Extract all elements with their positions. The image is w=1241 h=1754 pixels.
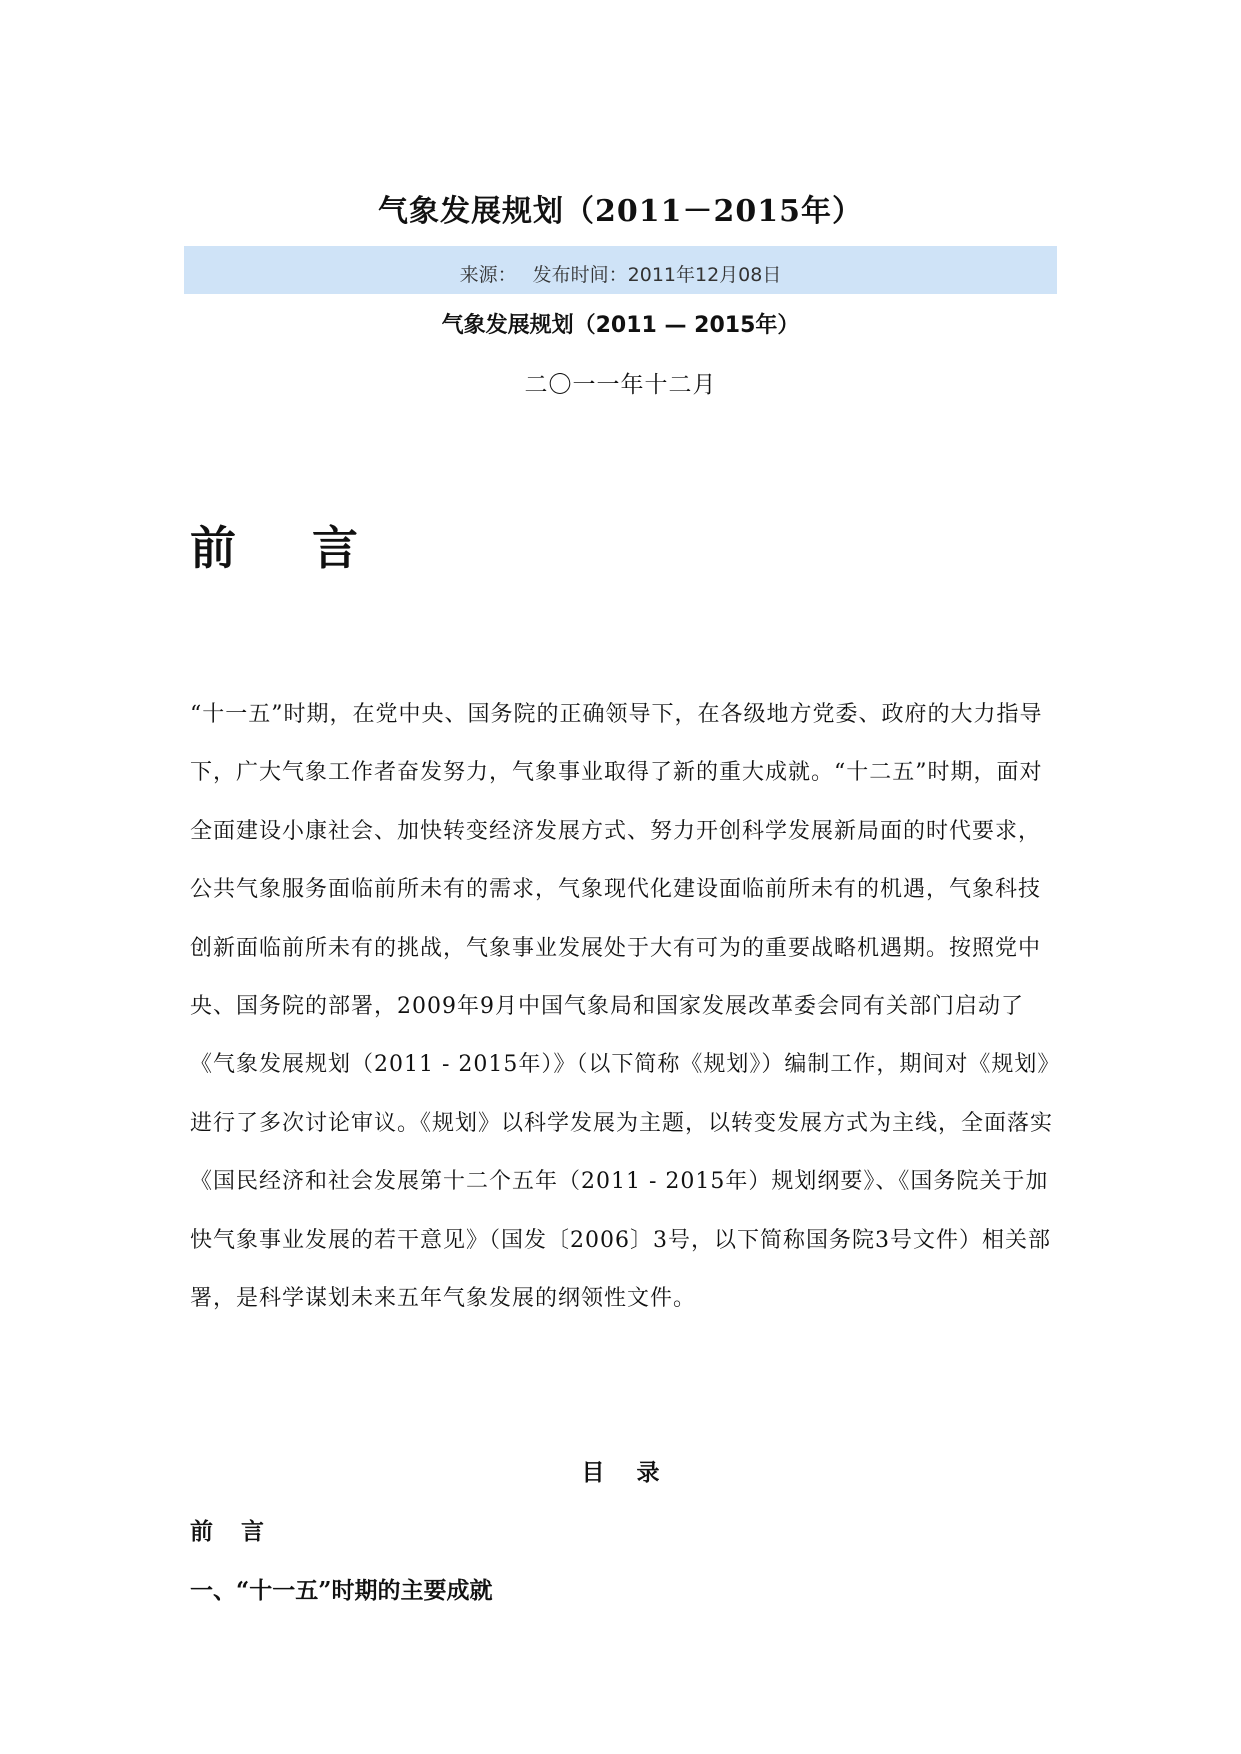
- document-title: 气象发展规划（2011－2015年）: [378, 194, 863, 229]
- preface-body: [190, 686, 1056, 1328]
- source-label: 来源：: [459, 264, 517, 286]
- toc-item-preface[interactable]: 前 言: [190, 1518, 275, 1545]
- toc-item-achievements[interactable]: 一、“十一五”时期的主要成就: [190, 1577, 493, 1604]
- toc-heading: 目 录: [581, 1459, 672, 1486]
- meta-info-bar: [184, 246, 1057, 294]
- publish-time: 发布时间：2011年12月08日: [532, 264, 782, 286]
- preface-paragraph: “十一五”时期，在党中央、国务院的正确领导下，在各级地方党委、政府的大力指导下，广大气象工作者奋发努力，气象事业取得了新的重大成就。“十二五”时期，面对全面建设小康社会、加快转变经济发展方式、努力开创科学发展新局面的时代要求，公共气象服务面临前所未有的需求，气象现代化建设面临前所未有的机遇，气象科技创新面临前所未有的挑战，气象事业发展处于大有可为的重要战略机遇期。按照党中央、国务院的部署，2009年9月中国气象局和国家发展改革委会同有关部门启动了《气象发展规划（2011 - 2015年）》（以下简称《规划》）编制工作，期间对《规划》进行了多次讨论审议。《规划》以科学发展为主题，以转变发展方式为主线，全面落实《国民经济和社会发展第十二个五年（2011 - 2015年）规划纲要》、《国务院关于加快气象事业发展的若干意见》（国发〔2006〕3号，以下简称国务院3号文件）相关部署，是科学谋划未来五年气象发展的纲领性文件。: [190, 702, 1054, 1312]
- document-date: 二〇一一年十二月: [524, 372, 717, 398]
- document-subtitle: 气象发展规划（2011 — 2015年）: [441, 313, 800, 338]
- preface-heading: 前 言: [190, 521, 389, 575]
